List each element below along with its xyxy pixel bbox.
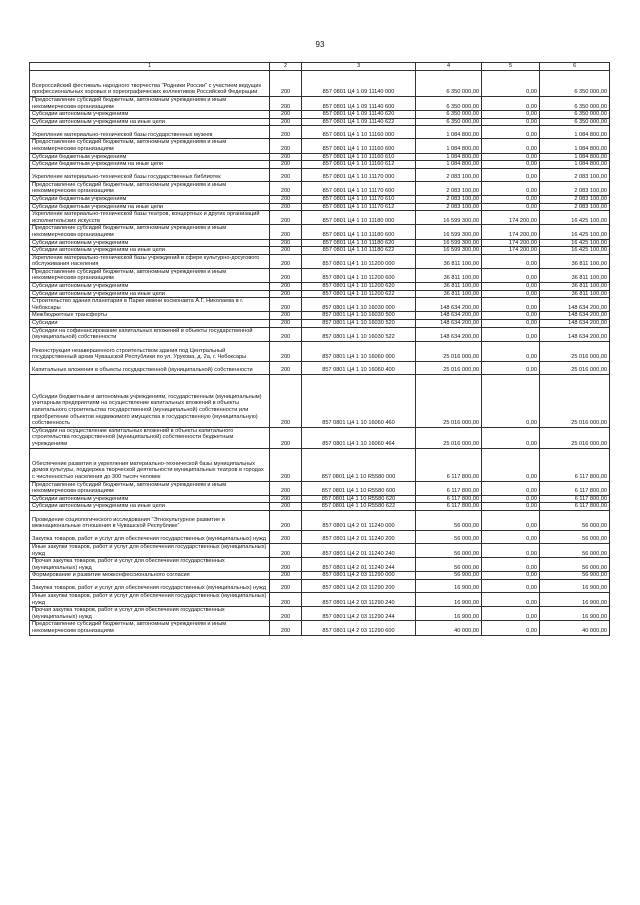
row-total-cell: 6 350 000,00	[540, 111, 610, 119]
table-row	[30, 203, 610, 211]
row-total-cell: 6 350 000,00	[540, 71, 610, 97]
row-kbk-cell: 857 0801 Ц4 1 09 11140 620	[302, 111, 416, 119]
table-row	[30, 126, 610, 139]
row-total-cell: 16 900,00	[540, 607, 610, 621]
row-change-cell: 0,00	[482, 510, 540, 530]
row-total-cell: 6 117 800,00	[540, 448, 610, 481]
row-code-cell: 200	[270, 254, 302, 268]
row-total-cell: 148 634 200,00	[540, 320, 610, 328]
row-total-cell: 2 083 100,00	[540, 168, 610, 181]
row-amount-cell: 40 000,00	[416, 621, 482, 635]
row-total-cell: 25 016 000,00	[540, 374, 610, 427]
row-name-cell: Субсидии бюджетным учреждениям	[30, 195, 270, 203]
row-total-cell: 36 811 100,00	[540, 268, 610, 282]
row-code-cell: 200	[270, 374, 302, 427]
row-code-cell: 200	[270, 195, 302, 203]
row-name-cell: Субсидии бюджетным и автономным учреждениям, государственным (муниципальным) унитарным предприятиям на осуществление капитальных вложений в объекты капитального строительства государственной (муниципальной) собственности или приобретение объектов недвижимого имущества в государственную (муниципальную) собственность	[30, 374, 270, 427]
row-change-cell: 0,00	[482, 126, 540, 139]
row-change-cell: 0,00	[482, 320, 540, 328]
row-kbk-cell: 857 0801 Ц4 1 10 11200 000	[302, 254, 416, 268]
row-change-cell: 0,00	[482, 283, 540, 291]
row-total-cell: 16 425 100,00	[540, 225, 610, 239]
row-change-cell: 0,00	[482, 448, 540, 481]
row-total-cell: 25 016 000,00	[540, 361, 610, 374]
table-row	[30, 572, 610, 580]
table-row	[30, 558, 610, 572]
row-change-cell: 0,00	[482, 607, 540, 621]
row-change-cell: 0,00	[482, 327, 540, 341]
row-amount-cell: 6 117 800,00	[416, 495, 482, 503]
row-total-cell: 25 016 000,00	[540, 341, 610, 361]
row-total-cell: 6 117 800,00	[540, 481, 610, 495]
row-change-cell: 0,00	[482, 153, 540, 161]
row-name-cell: Предоставление субсидий бюджетным, автономным учреждениям и иным некоммерческим организациям	[30, 225, 270, 239]
row-amount-cell: 36 811 100,00	[416, 283, 482, 291]
table-row	[30, 211, 610, 225]
row-kbk-cell: 857 0801 Ц4 1 10 R5580 600	[302, 481, 416, 495]
row-code-cell: 200	[270, 283, 302, 291]
row-amount-cell: 16 900,00	[416, 592, 482, 606]
row-kbk-cell: 857 0801 Ц4 2 01 11240 000	[302, 510, 416, 530]
row-kbk-cell: 857 0801 Ц4 1 10 11200 620	[302, 283, 416, 291]
row-code-cell: 200	[270, 621, 302, 635]
row-name-cell: Укрепление материально-технической базы учреждений в сфере культурно-досугового обслуживания населения	[30, 254, 270, 268]
row-amount-cell: 6 117 800,00	[416, 503, 482, 511]
table-row	[30, 239, 610, 247]
row-amount-cell: 56 000,00	[416, 510, 482, 530]
row-code-cell: 200	[270, 327, 302, 341]
row-code-cell: 200	[270, 341, 302, 361]
row-name-cell: Иные закупки товаров, работ и услуг для обеспечения государственных (муниципальных) нужд	[30, 543, 270, 557]
row-name-cell: Капитальные вложения в объекты государственной (муниципальной) собственности	[30, 361, 270, 374]
row-code-cell: 200	[270, 211, 302, 225]
row-total-cell: 6 350 000,00	[540, 118, 610, 126]
row-change-cell: 0,00	[482, 543, 540, 557]
row-total-cell: 2 083 100,00	[540, 195, 610, 203]
row-amount-cell: 148 634 200,00	[416, 312, 482, 320]
row-kbk-cell: 857 0801 Ц4 2 03 11290 244	[302, 607, 416, 621]
column-header: 2	[270, 63, 302, 71]
row-total-cell: 40 000,00	[540, 621, 610, 635]
table-row	[30, 481, 610, 495]
row-amount-cell: 6 350 000,00	[416, 97, 482, 111]
table-row	[30, 510, 610, 530]
row-name-cell: Иные закупки товаров, работ и услуг для обеспечения государственных (муниципальных) нужд	[30, 592, 270, 606]
table-row	[30, 268, 610, 282]
row-name-cell: Субсидии на софинансирование капитальных вложений в объекты государственной (муниципальной) собственности	[30, 327, 270, 341]
row-amount-cell: 16 599 300,00	[416, 239, 482, 247]
row-name-cell: Предоставление субсидий бюджетным, автономным учреждениям и иным некоммерческим организациям	[30, 621, 270, 635]
row-change-cell: 0,00	[482, 558, 540, 572]
row-code-cell: 200	[270, 71, 302, 97]
row-change-cell: 174 200,00	[482, 211, 540, 225]
row-name-cell: Субсидии автономным учреждениям на иные цели	[30, 290, 270, 298]
row-kbk-cell: 857 0801 Ц4 1 10 11160 600	[302, 139, 416, 153]
table-row	[30, 71, 610, 97]
row-total-cell: 16 425 100,00	[540, 239, 610, 247]
table-row	[30, 448, 610, 481]
row-kbk-cell: 857 0801 Ц4 1 09 11140 622	[302, 118, 416, 126]
row-total-cell: 1 084 800,00	[540, 139, 610, 153]
row-kbk-cell: 857 0801 Ц4 1 10 11170 600	[302, 181, 416, 195]
row-kbk-cell: 857 0801 Ц4 2 03 11290 200	[302, 579, 416, 592]
row-kbk-cell: 857 0801 Ц4 1 10 16060 400	[302, 361, 416, 374]
row-amount-cell: 36 811 100,00	[416, 254, 482, 268]
row-total-cell: 148 634 200,00	[540, 298, 610, 312]
row-kbk-cell: 857 0801 Ц4 1 10 16030 522	[302, 327, 416, 341]
row-amount-cell: 1 084 800,00	[416, 126, 482, 139]
row-kbk-cell: 857 0801 Ц4 1 10 11200 600	[302, 268, 416, 282]
table-row	[30, 290, 610, 298]
row-change-cell: 0,00	[482, 427, 540, 448]
row-name-cell: Субсидии бюджетным учреждениям на иные цели	[30, 161, 270, 169]
row-kbk-cell: 857 0801 Ц4 1 10 11200 622	[302, 290, 416, 298]
row-change-cell: 0,00	[482, 254, 540, 268]
row-amount-cell: 16 599 300,00	[416, 211, 482, 225]
row-total-cell: 1 084 800,00	[540, 161, 610, 169]
row-total-cell: 1 084 800,00	[540, 126, 610, 139]
table-row	[30, 195, 610, 203]
row-name-cell: Предоставление субсидий бюджетным, автономным учреждениям и иным некоммерческим организациям	[30, 139, 270, 153]
row-amount-cell: 2 083 100,00	[416, 203, 482, 211]
row-kbk-cell: 857 0801 Ц4 1 09 11140 600	[302, 97, 416, 111]
table-row	[30, 374, 610, 427]
row-name-cell: Субсидии автономным учреждениям на иные цели	[30, 118, 270, 126]
row-code-cell: 200	[270, 481, 302, 495]
row-code-cell: 200	[270, 503, 302, 511]
row-name-cell: Всероссийский фестиваль народного творчества "Родники России" с участием ведущих профессиональных хоровых и хореографических коллективов Российской Федерации	[30, 71, 270, 97]
row-amount-cell: 6 350 000,00	[416, 71, 482, 97]
row-code-cell: 200	[270, 247, 302, 255]
row-total-cell: 16 425 100,00	[540, 211, 610, 225]
row-total-cell: 36 811 100,00	[540, 290, 610, 298]
table-row	[30, 530, 610, 543]
row-amount-cell: 1 084 800,00	[416, 161, 482, 169]
table-row	[30, 181, 610, 195]
table-row	[30, 168, 610, 181]
row-amount-cell: 16 900,00	[416, 579, 482, 592]
table-row	[30, 427, 610, 448]
row-amount-cell: 2 083 100,00	[416, 195, 482, 203]
row-kbk-cell: 857 0801 Ц4 2 03 11290 600	[302, 621, 416, 635]
row-name-cell: Субсидии автономным учреждениям	[30, 111, 270, 119]
row-kbk-cell: 857 0801 Ц4 2 03 11290 240	[302, 592, 416, 606]
row-change-cell: 0,00	[482, 341, 540, 361]
row-name-cell: Укрепление материально-технической базы государственных библиотек	[30, 168, 270, 181]
row-name-cell: Межбюджетные трансферты	[30, 312, 270, 320]
row-change-cell: 0,00	[482, 111, 540, 119]
row-code-cell: 200	[270, 97, 302, 111]
row-change-cell: 0,00	[482, 495, 540, 503]
row-name-cell: Предоставление субсидий бюджетным, автономным учреждениям и иным некоммерческим организациям	[30, 268, 270, 282]
row-kbk-cell: 857 0801 Ц4 1 10 16030 520	[302, 320, 416, 328]
row-total-cell: 6 117 800,00	[540, 495, 610, 503]
row-total-cell: 56 000,00	[540, 558, 610, 572]
row-amount-cell: 25 016 000,00	[416, 374, 482, 427]
row-name-cell: Укрепление материально-технической базы театров, концертных и других организаций исполнительских искусств	[30, 211, 270, 225]
row-amount-cell: 2 083 100,00	[416, 168, 482, 181]
row-change-cell: 174 200,00	[482, 225, 540, 239]
row-amount-cell: 25 016 000,00	[416, 341, 482, 361]
row-change-cell: 0,00	[482, 203, 540, 211]
row-total-cell: 148 634 200,00	[540, 312, 610, 320]
row-total-cell: 1 084 800,00	[540, 153, 610, 161]
row-amount-cell: 2 083 100,00	[416, 181, 482, 195]
row-kbk-cell: 857 0801 Ц4 2 01 11240 244	[302, 558, 416, 572]
row-change-cell: 0,00	[482, 161, 540, 169]
row-total-cell: 6 350 000,00	[540, 97, 610, 111]
row-change-cell: 0,00	[482, 298, 540, 312]
table-row	[30, 254, 610, 268]
row-change-cell: 0,00	[482, 268, 540, 282]
table-row	[30, 320, 610, 328]
row-code-cell: 200	[270, 607, 302, 621]
row-name-cell: Субсидии автономным учреждениям	[30, 239, 270, 247]
budget-table	[29, 62, 610, 636]
row-total-cell: 148 634 200,00	[540, 327, 610, 341]
table-row	[30, 139, 610, 153]
row-kbk-cell: 857 0801 Ц4 1 10 11160 000	[302, 126, 416, 139]
row-kbk-cell: 857 0801 Ц4 1 10 R5580 620	[302, 495, 416, 503]
row-amount-cell: 16 599 300,00	[416, 225, 482, 239]
table-row	[30, 283, 610, 291]
row-code-cell: 200	[270, 312, 302, 320]
row-change-cell: 0,00	[482, 312, 540, 320]
row-kbk-cell: 857 0801 Ц4 2 01 11240 200	[302, 530, 416, 543]
row-change-cell: 0,00	[482, 181, 540, 195]
row-code-cell: 200	[270, 530, 302, 543]
row-code-cell: 200	[270, 510, 302, 530]
row-code-cell: 200	[270, 139, 302, 153]
row-kbk-cell: 857 0801 Ц4 1 10 R5580 622	[302, 503, 416, 511]
row-code-cell: 200	[270, 111, 302, 119]
row-total-cell: 16 900,00	[540, 579, 610, 592]
page-number: 93	[315, 40, 325, 49]
row-name-cell: Закупка товаров, работ и услуг для обеспечения государственных (муниципальных) нужд	[30, 579, 270, 592]
row-amount-cell: 25 016 000,00	[416, 361, 482, 374]
table-header-row	[30, 63, 610, 71]
row-kbk-cell: 857 0801 Ц4 1 10 11180 620	[302, 239, 416, 247]
table-row	[30, 621, 610, 635]
row-name-cell: Субсидии автономным учреждениям на иные цели	[30, 247, 270, 255]
row-kbk-cell: 857 0801 Ц4 1 10 11170 612	[302, 203, 416, 211]
row-name-cell: Субсидии бюджетным учреждениям	[30, 153, 270, 161]
column-header: 1	[30, 63, 270, 71]
row-code-cell: 200	[270, 558, 302, 572]
row-name-cell: Прочая закупка товаров, работ и услуг для обеспечения государственных (муниципальных) нужд	[30, 558, 270, 572]
table-row	[30, 607, 610, 621]
row-code-cell: 200	[270, 225, 302, 239]
table-row	[30, 503, 610, 511]
row-amount-cell: 148 634 200,00	[416, 320, 482, 328]
row-kbk-cell: 857 0801 Ц4 1 10 R5580 000	[302, 448, 416, 481]
row-amount-cell: 1 084 800,00	[416, 153, 482, 161]
row-total-cell: 56 000,00	[540, 530, 610, 543]
table-row	[30, 298, 610, 312]
row-total-cell: 2 083 100,00	[540, 203, 610, 211]
row-change-cell: 0,00	[482, 579, 540, 592]
row-change-cell: 0,00	[482, 621, 540, 635]
row-amount-cell: 16 599 300,00	[416, 247, 482, 255]
row-code-cell: 200	[270, 153, 302, 161]
row-kbk-cell: 857 0801 Ц4 1 10 16030 500	[302, 312, 416, 320]
row-kbk-cell: 857 0801 Ц4 1 09 11140 000	[302, 71, 416, 97]
row-kbk-cell: 857 0801 Ц4 1 10 11180 600	[302, 225, 416, 239]
row-change-cell: 0,00	[482, 572, 540, 580]
row-code-cell: 200	[270, 448, 302, 481]
table-row	[30, 592, 610, 606]
row-total-cell: 56 900,00	[540, 572, 610, 580]
row-total-cell: 6 117 800,00	[540, 503, 610, 511]
row-amount-cell: 1 084 800,00	[416, 139, 482, 153]
row-code-cell: 200	[270, 203, 302, 211]
table-row	[30, 118, 610, 126]
row-kbk-cell: 857 0801 Ц4 1 10 11170 610	[302, 195, 416, 203]
row-amount-cell: 56 000,00	[416, 530, 482, 543]
row-kbk-cell: 857 0801 Ц4 1 10 11170 000	[302, 168, 416, 181]
row-code-cell: 200	[270, 579, 302, 592]
row-change-cell: 174 200,00	[482, 247, 540, 255]
row-kbk-cell: 857 0801 Ц4 1 10 16060 000	[302, 341, 416, 361]
table-row	[30, 327, 610, 341]
row-name-cell: Субсидии автономным учреждениям на иные цели	[30, 503, 270, 511]
row-change-cell: 0,00	[482, 168, 540, 181]
column-header: 3	[302, 63, 416, 71]
row-name-cell: Закупка товаров, работ и услуг для обеспечения государственных (муниципальных) нужд	[30, 530, 270, 543]
row-code-cell: 200	[270, 543, 302, 557]
row-name-cell: Прочая закупка товаров, работ и услуг для обеспечения государственных (муниципальных) нужд	[30, 607, 270, 621]
row-total-cell: 2 083 100,00	[540, 181, 610, 195]
row-total-cell: 36 811 100,00	[540, 283, 610, 291]
row-change-cell: 0,00	[482, 97, 540, 111]
row-code-cell: 200	[270, 361, 302, 374]
row-total-cell: 36 811 100,00	[540, 254, 610, 268]
row-code-cell: 200	[270, 126, 302, 139]
row-amount-cell: 56 000,00	[416, 558, 482, 572]
row-name-cell: Реконструкция незавершенного строительством здания под Центральный государственный архив Чувашской Республики по ул. Урукова, д. 2а, г. Чебоксары	[30, 341, 270, 361]
row-amount-cell: 56 900,00	[416, 572, 482, 580]
row-name-cell: Субсидии автономным учреждениям	[30, 283, 270, 291]
table-row	[30, 161, 610, 169]
row-name-cell: Укрепление материально-технической базы государственных музеев	[30, 126, 270, 139]
column-header: 5	[482, 63, 540, 71]
table-row	[30, 312, 610, 320]
row-change-cell: 0,00	[482, 139, 540, 153]
row-kbk-cell: 857 0801 Ц4 1 10 16030 000	[302, 298, 416, 312]
row-total-cell: 25 016 000,00	[540, 427, 610, 448]
row-change-cell: 0,00	[482, 503, 540, 511]
row-code-cell: 200	[270, 118, 302, 126]
table-row	[30, 543, 610, 557]
row-name-cell: Субсидии на осуществление капитальных вложений в объекты капитального строительства государственной (муниципальной) собственности бюджетным учреждениям	[30, 427, 270, 448]
table-row	[30, 495, 610, 503]
row-amount-cell: 25 016 000,00	[416, 427, 482, 448]
row-amount-cell: 6 350 000,00	[416, 111, 482, 119]
row-kbk-cell: 857 0801 Ц4 1 10 11160 610	[302, 153, 416, 161]
row-name-cell: Субсидии автономным учреждениям	[30, 495, 270, 503]
table-row	[30, 111, 610, 119]
row-amount-cell: 148 634 200,00	[416, 298, 482, 312]
row-code-cell: 200	[270, 290, 302, 298]
row-total-cell: 56 000,00	[540, 510, 610, 530]
row-amount-cell: 148 634 200,00	[416, 327, 482, 341]
row-code-cell: 200	[270, 168, 302, 181]
column-header: 6	[540, 63, 610, 71]
row-name-cell: Обеспечение развития и укрепления материально-технической базы муниципальных домов культуры, поддержка творческой деятельности муниципальных театров в городах с численностью населения до 300 тысяч человек	[30, 448, 270, 481]
row-amount-cell: 36 811 100,00	[416, 268, 482, 282]
row-name-cell: Предоставление субсидий бюджетным, автономным учреждениям и иным некоммерческим организациям	[30, 97, 270, 111]
row-name-cell: Предоставление субсидий бюджетным, автономным учреждениям и иным некоммерческим организациям	[30, 181, 270, 195]
row-code-cell: 200	[270, 298, 302, 312]
row-amount-cell: 36 811 100,00	[416, 290, 482, 298]
row-change-cell: 0,00	[482, 592, 540, 606]
row-code-cell: 200	[270, 592, 302, 606]
row-total-cell: 16 425 100,00	[540, 247, 610, 255]
row-name-cell: Строительство здания планетария в Парке имени космонавта А.Г. Николаева в г. Чебоксары	[30, 298, 270, 312]
row-change-cell: 0,00	[482, 290, 540, 298]
table-row	[30, 225, 610, 239]
row-name-cell: Формирование и развитие межконфессионального согласия	[30, 572, 270, 580]
row-change-cell: 0,00	[482, 361, 540, 374]
table-row	[30, 153, 610, 161]
row-code-cell: 200	[270, 495, 302, 503]
row-change-cell: 0,00	[482, 530, 540, 543]
row-change-cell: 0,00	[482, 195, 540, 203]
row-change-cell: 0,00	[482, 374, 540, 427]
row-kbk-cell: 857 0801 Ц4 1 10 16060 464	[302, 427, 416, 448]
row-kbk-cell: 857 0801 Ц4 1 10 11180 000	[302, 211, 416, 225]
row-code-cell: 200	[270, 427, 302, 448]
row-change-cell: 0,00	[482, 481, 540, 495]
row-total-cell: 56 000,00	[540, 543, 610, 557]
row-code-cell: 200	[270, 161, 302, 169]
row-name-cell: Субсидии бюджетным учреждениям на иные цели	[30, 203, 270, 211]
table-row	[30, 341, 610, 361]
row-name-cell: Субсидии	[30, 320, 270, 328]
row-kbk-cell: 857 0801 Ц4 1 10 16060 460	[302, 374, 416, 427]
row-change-cell: 0,00	[482, 118, 540, 126]
row-kbk-cell: 857 0801 Ц4 1 10 11180 622	[302, 247, 416, 255]
table-row	[30, 579, 610, 592]
row-amount-cell: 6 350 000,00	[416, 118, 482, 126]
row-code-cell: 200	[270, 572, 302, 580]
row-code-cell: 200	[270, 320, 302, 328]
row-kbk-cell: 857 0801 Ц4 1 10 11160 612	[302, 161, 416, 169]
table-row	[30, 97, 610, 111]
row-kbk-cell: 857 0801 Ц4 2 03 11290 000	[302, 572, 416, 580]
row-code-cell: 200	[270, 239, 302, 247]
row-code-cell: 200	[270, 181, 302, 195]
row-amount-cell: 6 117 800,00	[416, 481, 482, 495]
column-header: 4	[416, 63, 482, 71]
row-code-cell: 200	[270, 268, 302, 282]
row-name-cell: Предоставление субсидий бюджетным, автономным учреждениям и иным некоммерческим организациям	[30, 481, 270, 495]
row-amount-cell: 56 000,00	[416, 543, 482, 557]
table-row	[30, 361, 610, 374]
row-name-cell: Проведение социологического исследования "Этнокультурное развитие и межнациональные отношения в Чувашской Республике"	[30, 510, 270, 530]
row-amount-cell: 16 900,00	[416, 607, 482, 621]
row-amount-cell: 6 117 800,00	[416, 448, 482, 481]
row-change-cell: 174 200,00	[482, 239, 540, 247]
table-row	[30, 247, 610, 255]
row-kbk-cell: 857 0801 Ц4 2 01 11240 240	[302, 543, 416, 557]
row-change-cell: 0,00	[482, 71, 540, 97]
row-total-cell: 16 900,00	[540, 592, 610, 606]
